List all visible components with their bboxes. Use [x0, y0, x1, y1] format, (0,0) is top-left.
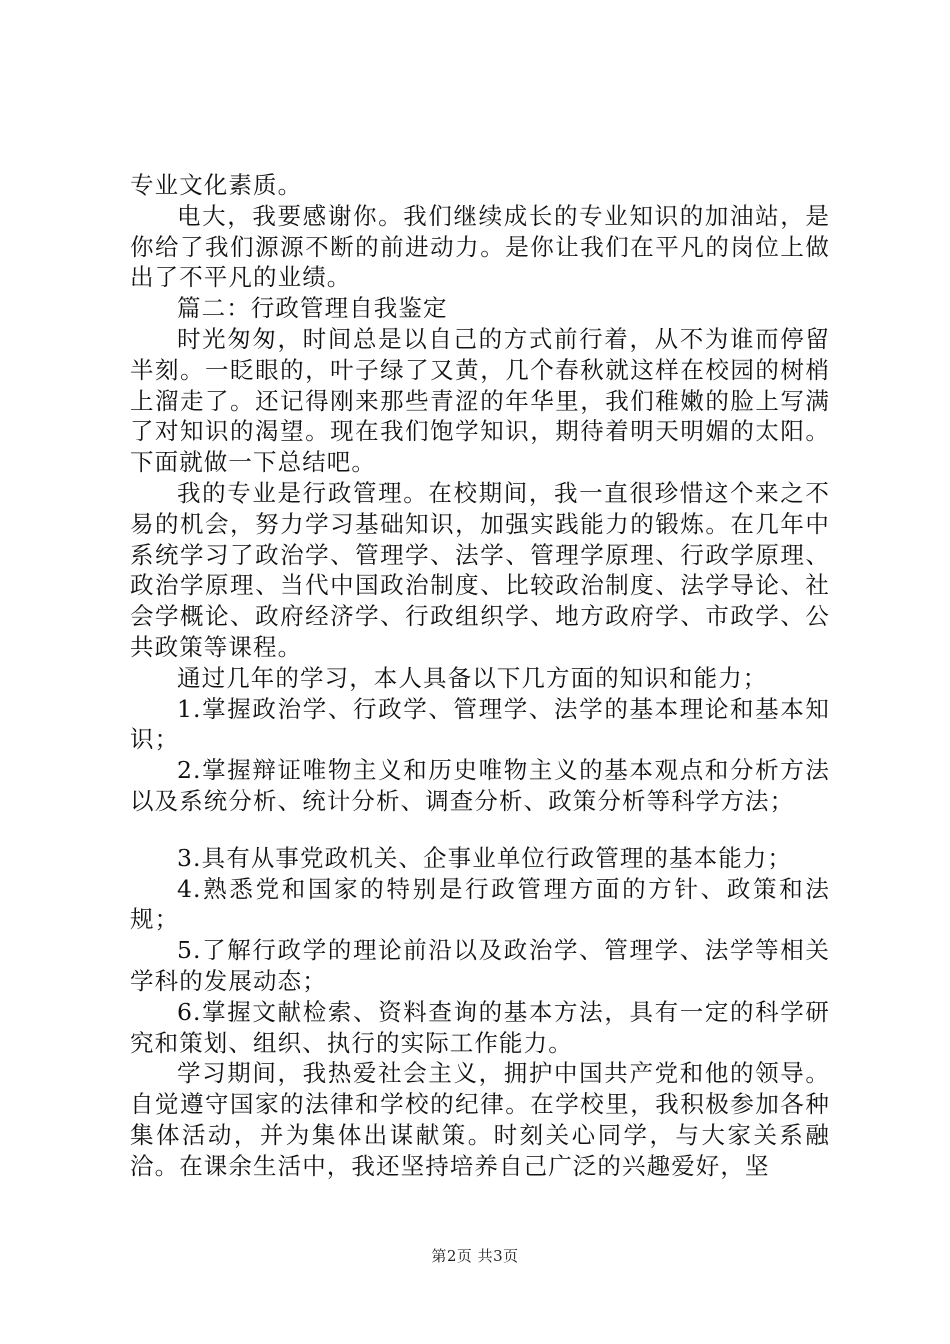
list-item: 1.掌握政治学、行政学、管理学、法学的基本理论和基本知识；	[130, 694, 830, 754]
paragraph: 学习期间，我热爱社会主义，拥护中国共产党和他的领导。自觉遵守国家的法律和学校的纪律。在学校里，我积极参加各种集体活动，并为集体出谋献策。时刻关心同学，与大家关系融洽。在课余生活中，我还坚持培养自己广泛的兴趣爱好，坚	[130, 1059, 830, 1180]
list-item: 4.熟悉党和国家的特别是行政管理方面的方针、政策和法规；	[130, 874, 830, 934]
section-heading: 篇二：行政管理自我鉴定	[177, 294, 448, 323]
paragraph: 专业文化素质。	[130, 171, 303, 199]
list-item: 2.掌握辩证唯物主义和历史唯物主义的基本观点和分析方法以及系统分析、统计分析、调查分析、政策分析等科学方法；	[130, 756, 830, 815]
document-body	[130, 170, 830, 1182]
paragraph: 时光匆匆，时间总是以自己的方式前行着，从不为谁而停留半刻。一眨眼的，叶子绿了又黄，几个春秋就这样在校园的树梢上溜走了。还记得刚来那些青涩的年华里，我们稚嫩的脸上写满了对知识的渴望。现在我们饱学知识，期待着明天明媚的太阳。下面就做一下总结吧。	[130, 324, 830, 477]
paragraph: 我的专业是行政管理。在校期间，我一直很珍惜这个来之不易的机会，努力学习基础知识，加强实践能力的锻炼。在几年中系统学习了政治学、管理学、法学、管理学原理、行政学原理、政治学原理、当代中国政治制度、比较政治制度、法学导论、社会学概论、政府经济学、行政组织学、地方政府学、市政学、公共政策等课程。	[130, 478, 830, 661]
list-item: 5.了解行政学的理论前沿以及政治学、管理学、法学等相关学科的发展动态；	[130, 936, 830, 995]
list-item: 6.掌握文献检索、资料查询的基本方法，具有一定的科学研究和策划、组织、执行的实际工作能力。	[130, 997, 830, 1057]
paragraph: 电大，我要感谢你。我们继续成长的专业知识的加油站，是你给了我们源源不断的前进动力。是你让我们在平凡的岗位上做出了不平凡的业绩。	[130, 201, 830, 292]
page-number-footer: 第2页 共3页	[431, 1247, 519, 1265]
paragraph: 通过几年的学习，本人具备以下几方面的知识和能力；	[177, 663, 768, 692]
list-item: 3.具有从事党政机关、企事业单位行政管理的基本能力；	[177, 843, 793, 872]
